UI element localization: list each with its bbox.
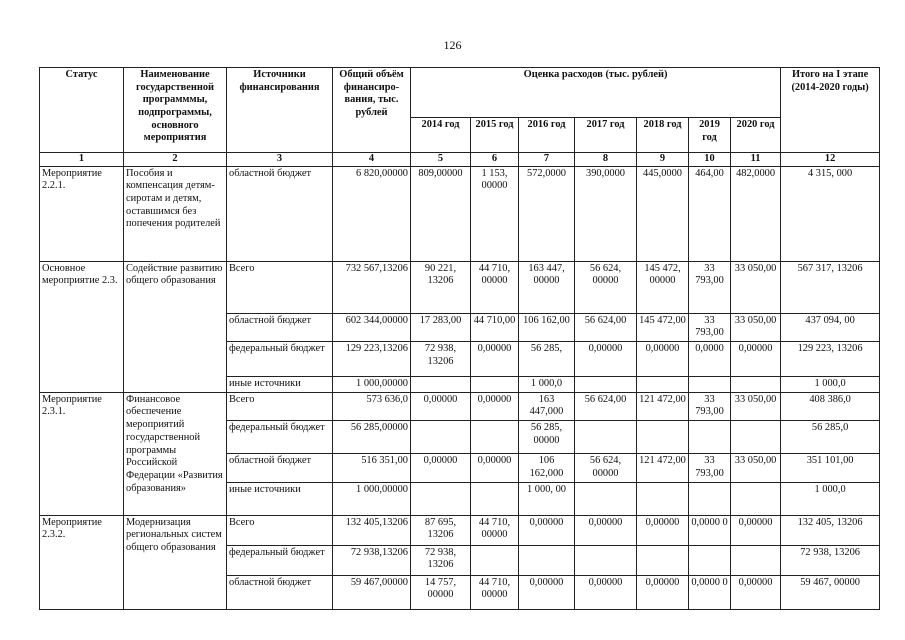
header-estimate: Оценка расходов (тыс. рублей) — [411, 68, 781, 118]
year-value: 0,00000 — [731, 342, 781, 377]
header-year: 2016 год — [519, 118, 575, 153]
year-value: 0,00000 — [471, 342, 519, 377]
table-row — [40, 166, 880, 261]
column-index: 5 — [411, 153, 471, 167]
year-value: 33 050,00 — [731, 313, 781, 341]
table-row — [40, 392, 880, 420]
year-value — [637, 482, 689, 515]
row-source: иные источники — [227, 482, 333, 515]
row-stage-total: 1 000,0 — [781, 482, 880, 515]
row-status: Мероприятие 2.2.1. — [40, 166, 124, 261]
row-total: 1 000,00000 — [333, 377, 411, 393]
year-value: 0,00000 — [731, 575, 781, 609]
year-value: 0,00000 — [575, 575, 637, 609]
year-value: 44 710, 00000 — [471, 575, 519, 609]
year-value — [575, 482, 637, 515]
year-value: 87 695, 13206 — [411, 515, 471, 545]
year-value: 0,00000 — [731, 515, 781, 545]
column-index: 8 — [575, 153, 637, 167]
year-value: 33 793,00 — [689, 392, 731, 420]
year-value: 145 472, 00000 — [637, 261, 689, 313]
header-total: Общий объём финансиро-вания, тыс. рублей — [333, 68, 411, 153]
row-total: 59 467,00000 — [333, 575, 411, 609]
row-total: 516 351,00 — [333, 454, 411, 482]
row-source: Всего — [227, 515, 333, 545]
year-value: 0,00000 — [471, 454, 519, 482]
row-stage-total: 72 938, 13206 — [781, 545, 880, 575]
year-value: 0,0000 — [689, 342, 731, 377]
year-value: 0,0000 0 — [689, 575, 731, 609]
year-value: 0,00000 — [519, 575, 575, 609]
year-value: 33 050,00 — [731, 454, 781, 482]
year-value: 90 221, 13206 — [411, 261, 471, 313]
year-value: 14 757, 00000 — [411, 575, 471, 609]
row-total: 1 000,00000 — [333, 482, 411, 515]
column-index: 2 — [124, 153, 227, 167]
year-value: 33 050,00 — [731, 261, 781, 313]
table-row — [40, 515, 880, 545]
year-value: 56 285, — [519, 342, 575, 377]
row-status: Мероприятие 2.3.1. — [40, 392, 124, 515]
row-source: иные источники — [227, 377, 333, 393]
year-value: 106 162,000 — [519, 454, 575, 482]
year-value — [731, 377, 781, 393]
column-index: 1 — [40, 153, 124, 167]
row-total: 72 938,13206 — [333, 545, 411, 575]
row-name: Финансовое обеспечение мероприятий государственной программы Российской Федерации «Развития образования» — [124, 392, 227, 515]
row-stage-total: 56 285,0 — [781, 421, 880, 454]
year-value: 482,0000 — [731, 166, 781, 261]
header-year: 2018 год — [637, 118, 689, 153]
year-value — [637, 545, 689, 575]
header-year: 2019 год — [689, 118, 731, 153]
year-value: 1 000,0 — [519, 377, 575, 393]
row-total: 56 285,00000 — [333, 421, 411, 454]
year-value: 145 472,00 — [637, 313, 689, 341]
year-value — [471, 545, 519, 575]
column-index: 12 — [781, 153, 880, 167]
header-status: Статус — [40, 68, 124, 153]
year-value: 56 285, 00000 — [519, 421, 575, 454]
year-value — [637, 377, 689, 393]
year-value: 1 000, 00 — [519, 482, 575, 515]
year-value — [411, 421, 471, 454]
year-value — [689, 421, 731, 454]
row-stage-total: 567 317, 13206 — [781, 261, 880, 313]
row-source: федеральный бюджет — [227, 421, 333, 454]
year-value: 0,00000 — [519, 515, 575, 545]
header-year: 2014 год — [411, 118, 471, 153]
year-value — [689, 545, 731, 575]
row-stage-total: 4 315, 000 — [781, 166, 880, 261]
row-name: Содействие развитию общего образования — [124, 261, 227, 392]
year-value: 0,00000 — [637, 575, 689, 609]
year-value: 0,0000 0 — [689, 515, 731, 545]
year-value: 0,00000 — [471, 392, 519, 420]
budget-table — [39, 67, 880, 610]
year-value: 17 283,00 — [411, 313, 471, 341]
row-source: Всего — [227, 392, 333, 420]
year-value: 572,0000 — [519, 166, 575, 261]
year-value — [575, 545, 637, 575]
year-value — [471, 482, 519, 515]
year-value: 33 793,00 — [689, 313, 731, 341]
year-value — [689, 482, 731, 515]
row-status: Мероприятие 2.3.2. — [40, 515, 124, 609]
year-value: 0,00000 — [575, 342, 637, 377]
row-stage-total: 1 000,0 — [781, 377, 880, 393]
row-total: 132 405,13206 — [333, 515, 411, 545]
year-value: 0,00000 — [637, 515, 689, 545]
row-source: областной бюджет — [227, 166, 333, 261]
column-index: 7 — [519, 153, 575, 167]
year-value — [731, 482, 781, 515]
row-total: 732 567,13206 — [333, 261, 411, 313]
year-value: 163 447, 00000 — [519, 261, 575, 313]
year-value: 0,00000 — [411, 454, 471, 482]
year-value: 44 710, 00000 — [471, 515, 519, 545]
year-value — [519, 545, 575, 575]
row-source: Всего — [227, 261, 333, 313]
year-value — [575, 377, 637, 393]
year-value: 464,00 — [689, 166, 731, 261]
table-row — [40, 261, 880, 313]
row-stage-total: 59 467, 00000 — [781, 575, 880, 609]
column-index: 6 — [471, 153, 519, 167]
year-value: 56 624,00 — [575, 313, 637, 341]
column-index: 9 — [637, 153, 689, 167]
row-total: 6 820,00000 — [333, 166, 411, 261]
row-stage-total: 132 405, 13206 — [781, 515, 880, 545]
year-value: 44 710, 00000 — [471, 261, 519, 313]
column-index: 11 — [731, 153, 781, 167]
year-value: 72 938, 13206 — [411, 342, 471, 377]
row-name: Модернизация региональных систем общего образования — [124, 515, 227, 609]
year-value: 44 710,00 — [471, 313, 519, 341]
year-value: 0,00000 — [575, 515, 637, 545]
page-number: 126 — [443, 38, 462, 52]
column-index: 4 — [333, 153, 411, 167]
column-index: 10 — [689, 153, 731, 167]
year-value: 163 447,000 — [519, 392, 575, 420]
row-stage-total: 129 223, 13206 — [781, 342, 880, 377]
row-total: 602 344,00000 — [333, 313, 411, 341]
year-value: 33 793,00 — [689, 454, 731, 482]
year-value: 56 624,00 — [575, 392, 637, 420]
year-value: 0,00000 — [637, 342, 689, 377]
year-value: 390,0000 — [575, 166, 637, 261]
year-value — [471, 377, 519, 393]
row-total: 573 636,0 — [333, 392, 411, 420]
row-source: федеральный бюджет — [227, 342, 333, 377]
year-value — [411, 482, 471, 515]
row-stage-total: 351 101,00 — [781, 454, 880, 482]
header-year: 2017 год — [575, 118, 637, 153]
year-value — [575, 421, 637, 454]
column-index-row — [40, 153, 880, 167]
year-value: 121 472,00 — [637, 392, 689, 420]
row-source: областной бюджет — [227, 575, 333, 609]
year-value: 445,0000 — [637, 166, 689, 261]
row-stage-total: 408 386,0 — [781, 392, 880, 420]
year-value: 33 050,00 — [731, 392, 781, 420]
year-value — [411, 377, 471, 393]
year-value: 0,00000 — [411, 392, 471, 420]
row-name: Пособия и компенсация детям-сиротам и детям, оставшимся без попечения родителей — [124, 166, 227, 261]
header-year: 2015 год — [471, 118, 519, 153]
year-value — [731, 545, 781, 575]
year-value — [637, 421, 689, 454]
column-index: 3 — [227, 153, 333, 167]
row-source: областной бюджет — [227, 313, 333, 341]
header-name: Наименование государственной программмы, подпрограммы, основного мероприятия — [124, 68, 227, 153]
year-value — [689, 377, 731, 393]
year-value: 33 793,00 — [689, 261, 731, 313]
row-source: федеральный бюджет — [227, 545, 333, 575]
row-source: областной бюджет — [227, 454, 333, 482]
row-status: Основное мероприятие 2.3. — [40, 261, 124, 392]
year-value: 72 938, 13206 — [411, 545, 471, 575]
year-value: 56 624, 00000 — [575, 261, 637, 313]
year-value: 56 624, 00000 — [575, 454, 637, 482]
header-sources: Источники финансирования — [227, 68, 333, 153]
row-stage-total: 437 094, 00 — [781, 313, 880, 341]
year-value: 809,00000 — [411, 166, 471, 261]
header-stage-total: Итого на I этапе (2014-2020 годы) — [781, 68, 880, 153]
row-total: 129 223,13206 — [333, 342, 411, 377]
year-value: 121 472,00 — [637, 454, 689, 482]
header-year: 2020 год — [731, 118, 781, 153]
year-value: 1 153, 00000 — [471, 166, 519, 261]
year-value — [471, 421, 519, 454]
year-value — [731, 421, 781, 454]
year-value: 106 162,00 — [519, 313, 575, 341]
